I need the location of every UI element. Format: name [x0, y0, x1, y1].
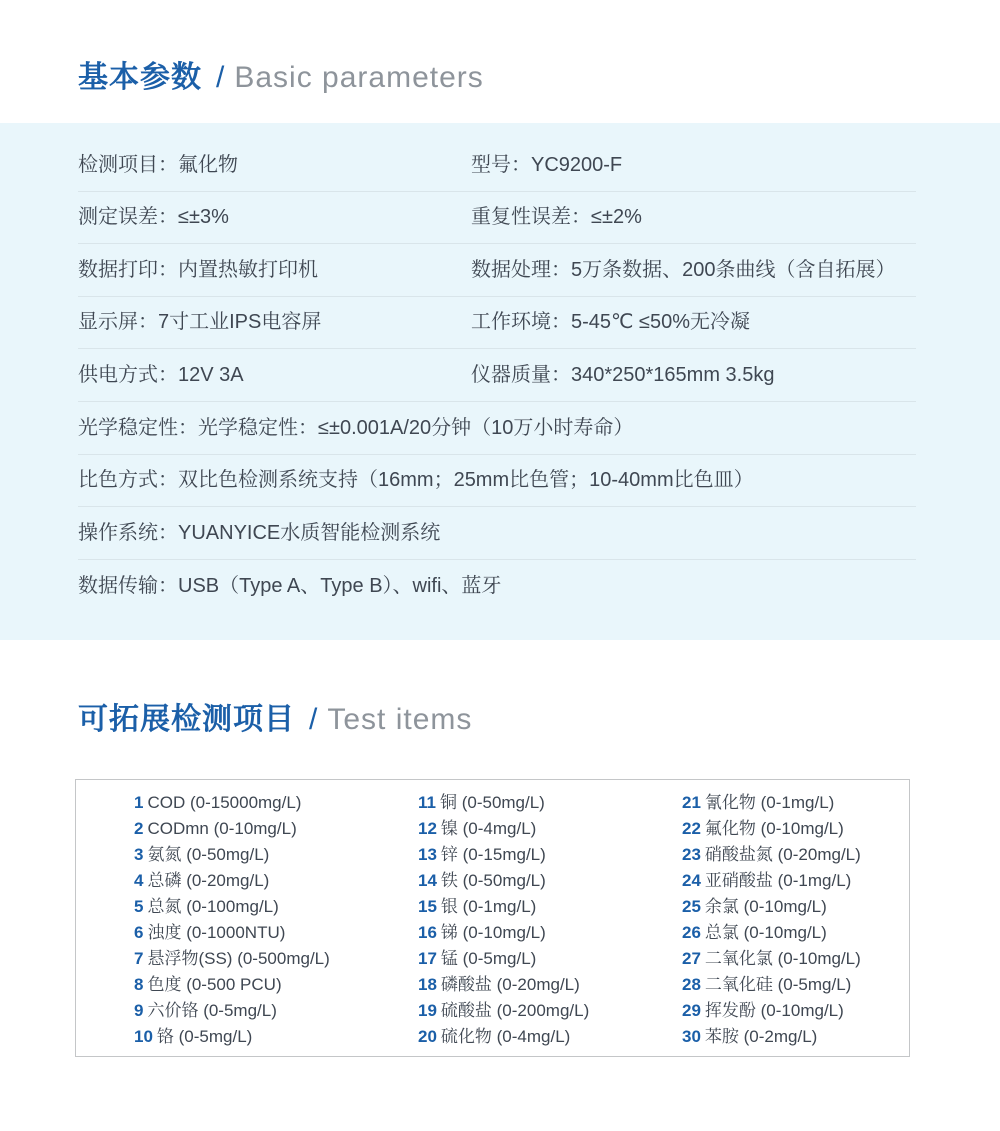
test-item — [418, 972, 589, 998]
test-item — [682, 790, 861, 816]
parameter-text: 工作环境：5-45℃ ≤50%无冷凝 — [471, 311, 751, 333]
parameter-text: 测定误差：≤±3% — [78, 206, 229, 228]
parameter-text: 光学稳定性：光学稳定性：≤±0.001A/20分钟（10万小时寿命） — [78, 417, 634, 439]
test-items-title-en: Test items — [327, 703, 473, 736]
parameter-text: 型号：YC9200-F — [471, 154, 623, 176]
test-item-number: 30 — [682, 1027, 701, 1046]
test-item-number: 13 — [418, 845, 437, 864]
test-item-label: 总磷 (0-20mg/L) — [147, 871, 270, 890]
test-items-title-zh: 可拓展检测项目 — [78, 703, 295, 736]
test-item-number: 28 — [682, 975, 701, 994]
test-item-label: 磷酸盐 (0-20mg/L) — [440, 975, 580, 994]
test-item-number: 27 — [682, 949, 701, 968]
test-item — [134, 790, 330, 816]
test-item — [682, 868, 861, 894]
test-item — [682, 972, 861, 998]
test-item — [682, 1024, 861, 1050]
test-item-label: 苯胺 (0-2mg/L) — [704, 1027, 818, 1046]
test-item-number: 3 — [134, 845, 144, 864]
test-item — [418, 998, 589, 1024]
test-item-label: 氟化物 (0-10mg/L) — [704, 819, 844, 838]
test-item-number: 11 — [418, 793, 436, 812]
parameter-row — [78, 402, 916, 455]
parameter-text: 检测项目：氟化物 — [78, 154, 238, 176]
basic-parameters-title-en: Basic parameters — [234, 61, 484, 94]
test-item-label: 总氮 (0-100mg/L) — [147, 897, 279, 916]
test-item-number: 21 — [682, 793, 701, 812]
test-item — [134, 1024, 330, 1050]
test-item — [418, 894, 589, 920]
parameter-text: 数据处理：5万条数据、200条曲线（含自拓展） — [471, 259, 896, 281]
test-item-number: 2 — [134, 819, 144, 838]
test-item-label: 锑 (0-10mg/L) — [440, 923, 546, 942]
test-items-heading — [78, 700, 472, 740]
test-item-label: 浊度 (0-1000NTU) — [147, 923, 286, 942]
test-item-number: 8 — [134, 975, 144, 994]
test-item — [134, 842, 330, 868]
test-item-label: 硝酸盐氮 (0-20mg/L) — [704, 845, 861, 864]
parameter-row — [78, 139, 916, 192]
parameter-text: 显示屏：7寸工业IPS电容屏 — [78, 311, 322, 333]
test-item-label: 银 (0-1mg/L) — [440, 897, 537, 916]
test-item-label: 氰化物 (0-1mg/L) — [704, 793, 835, 812]
heading-slash: / — [309, 703, 318, 736]
test-item-label: 挥发酚 (0-10mg/L) — [704, 1001, 844, 1020]
test-item — [418, 816, 589, 842]
test-item-number: 29 — [682, 1001, 701, 1020]
test-item-number: 22 — [682, 819, 701, 838]
test-items-table — [75, 779, 910, 1057]
test-item-label: 氨氮 (0-50mg/L) — [147, 845, 270, 864]
test-item-number: 14 — [418, 871, 437, 890]
test-item — [134, 972, 330, 998]
test-item — [134, 894, 330, 920]
parameter-row — [78, 507, 916, 560]
test-item-label: 色度 (0-500 PCU) — [147, 975, 282, 994]
test-item-label: 铜 (0-50mg/L) — [439, 793, 545, 812]
parameter-text: 供电方式：12V 3A — [78, 364, 244, 386]
test-item-number: 23 — [682, 845, 701, 864]
test-item-number: 7 — [134, 949, 144, 968]
test-item-label: 总氯 (0-10mg/L) — [704, 923, 827, 942]
test-item-label: 锌 (0-15mg/L) — [440, 845, 546, 864]
test-item-number: 15 — [418, 897, 437, 916]
test-item-label: 铬 (0-5mg/L) — [156, 1027, 253, 1046]
heading-slash: / — [216, 61, 225, 94]
test-item — [134, 816, 330, 842]
test-item-label: 硫酸盐 (0-200mg/L) — [440, 1001, 590, 1020]
test-item — [134, 946, 330, 972]
basic-parameters-heading — [78, 58, 484, 98]
test-item — [418, 946, 589, 972]
test-item-number: 16 — [418, 923, 437, 942]
test-item — [418, 1024, 589, 1050]
parameter-text: 比色方式：双比色检测系统支持（16mm；25mm比色管；10-40mm比色皿） — [78, 469, 754, 491]
test-item-number: 25 — [682, 897, 701, 916]
test-item-label: 锰 (0-5mg/L) — [440, 949, 537, 968]
test-item-number: 18 — [418, 975, 437, 994]
test-item-label: 亚硝酸盐 (0-1mg/L) — [704, 871, 852, 890]
test-item — [682, 842, 861, 868]
parameters-panel — [0, 123, 1000, 640]
test-item-label: 二氧化硅 (0-5mg/L) — [704, 975, 852, 994]
test-item-number: 9 — [134, 1001, 144, 1020]
test-item — [682, 894, 861, 920]
test-item-number: 17 — [418, 949, 437, 968]
test-item-label: 二氧化氯 (0-10mg/L) — [704, 949, 861, 968]
parameter-row — [78, 296, 916, 349]
test-item-number: 5 — [134, 897, 144, 916]
parameter-row — [78, 244, 916, 297]
test-items-column — [418, 790, 589, 1050]
parameter-text: 重复性误差：≤±2% — [471, 206, 642, 228]
test-item-number: 20 — [418, 1027, 437, 1046]
test-item — [134, 920, 330, 946]
test-item-number: 10 — [134, 1027, 153, 1046]
test-item — [134, 868, 330, 894]
test-item — [418, 842, 589, 868]
test-items-column — [682, 790, 861, 1050]
parameter-text: 数据传输：USB（Type A、Type B）、wifi、蓝牙 — [78, 575, 502, 597]
test-item-number: 24 — [682, 871, 701, 890]
test-item — [682, 998, 861, 1024]
test-item-number: 26 — [682, 923, 701, 942]
parameter-row — [78, 349, 916, 402]
test-item-label: CODmn (0-10mg/L) — [147, 819, 297, 838]
test-item — [682, 946, 861, 972]
parameter-row — [78, 560, 916, 612]
parameter-row — [78, 454, 916, 507]
test-item-label: 余氯 (0-10mg/L) — [704, 897, 827, 916]
test-item-label: 镍 (0-4mg/L) — [440, 819, 537, 838]
test-item-number: 4 — [134, 871, 144, 890]
test-item — [418, 920, 589, 946]
test-item-label: 六价铬 (0-5mg/L) — [147, 1001, 277, 1020]
test-item-number: 1 — [134, 793, 144, 812]
test-item — [418, 790, 589, 816]
test-item — [682, 816, 861, 842]
parameter-text: 仪器质量：340*250*165mm 3.5kg — [471, 364, 775, 386]
test-item — [418, 868, 589, 894]
test-item-number: 6 — [134, 923, 144, 942]
test-item-label: 悬浮物(SS) (0-500mg/L) — [147, 949, 330, 968]
basic-parameters-title-zh: 基本参数 — [78, 61, 202, 94]
parameter-row — [78, 191, 916, 244]
test-item-label: COD (0-15000mg/L) — [147, 793, 302, 812]
test-item — [682, 920, 861, 946]
test-item-number: 12 — [418, 819, 437, 838]
parameter-text: 数据打印：内置热敏打印机 — [78, 259, 318, 281]
test-item-label: 铁 (0-50mg/L) — [440, 871, 546, 890]
test-items-column — [134, 790, 330, 1050]
test-item-number: 19 — [418, 1001, 437, 1020]
parameter-text: 操作系统：YUANYICE水质智能检测系统 — [78, 522, 441, 544]
test-item-label: 硫化物 (0-4mg/L) — [440, 1027, 571, 1046]
test-item — [134, 998, 330, 1024]
